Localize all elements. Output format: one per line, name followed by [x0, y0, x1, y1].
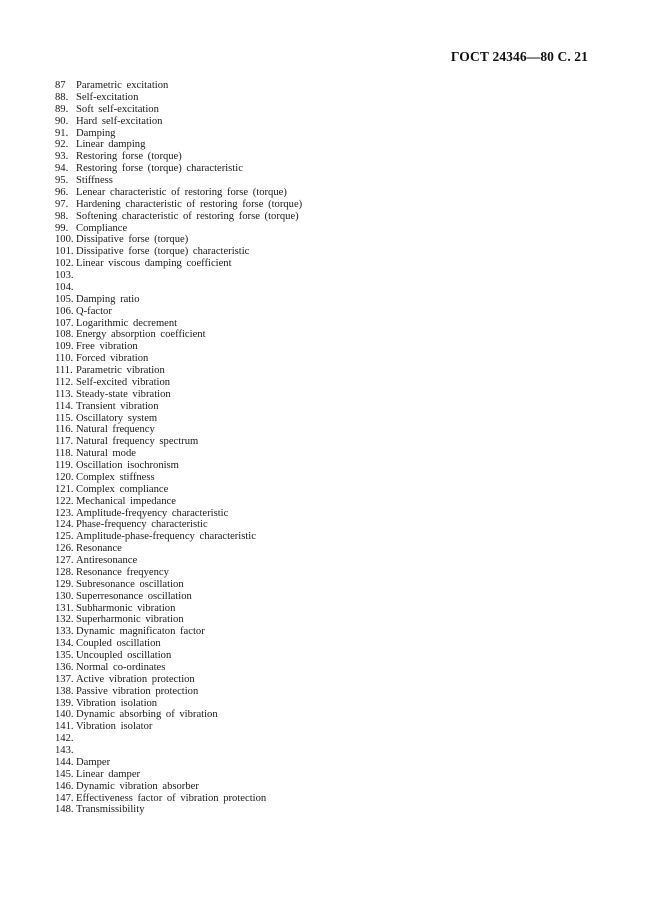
term-number: 91.: [55, 127, 69, 139]
term-number: 114.: [55, 400, 74, 412]
term-number: 109.: [55, 341, 74, 353]
term-row: [55, 496, 302, 508]
term-text: Dynamic vibration absorber: [76, 780, 199, 792]
term-text: Linear damper: [76, 768, 141, 780]
term-text: Dissipative forse (torque): [76, 234, 189, 246]
term-text: Amplitude-phase-frequency characteristic: [76, 531, 256, 543]
term-number: 127.: [55, 555, 74, 566]
term-row: [55, 519, 302, 531]
term-text: Effectiveness factor of vibration protection: [76, 792, 267, 804]
term-row: [55, 187, 302, 199]
term-number: 144.: [55, 756, 74, 768]
term-row: [55, 389, 302, 401]
term-row: [55, 353, 302, 365]
term-text: Parametric vibration: [76, 365, 165, 376]
term-number: 112.: [55, 376, 74, 388]
term-row: [55, 567, 302, 579]
term-row: [55, 674, 302, 686]
term-row: [55, 781, 302, 793]
term-text: Self-excitation: [76, 91, 139, 103]
term-row: [55, 413, 302, 425]
term-row: [55, 614, 302, 626]
term-text: Damper: [76, 756, 111, 768]
term-text: Superharmonic vibration: [76, 614, 184, 626]
term-row: [55, 686, 302, 698]
term-row: [55, 543, 302, 555]
term-row: [55, 472, 302, 484]
term-number: 129.: [55, 578, 74, 590]
term-row: [55, 733, 302, 745]
term-text: Oscillatory system: [76, 412, 158, 424]
term-number: 125.: [55, 531, 74, 543]
term-number: 99.: [55, 222, 69, 234]
term-text: Coupled oscillation: [76, 638, 161, 650]
term-row: [55, 460, 302, 472]
term-number: 111.: [55, 365, 73, 376]
term-number: 122.: [55, 495, 74, 507]
term-row: [55, 282, 302, 294]
term-number: 143.: [55, 745, 74, 756]
term-text: Lenear characteristic of restoring forse (torque): [76, 186, 287, 198]
term-row: [55, 436, 302, 448]
term-text: Amplitude-freqyency characteristic: [76, 507, 229, 519]
term-row: [55, 306, 302, 318]
term-number: 140.: [55, 709, 74, 721]
term-text: Restoring forse (torque) characteristic: [76, 163, 243, 175]
term-text: Vibration isolator: [76, 721, 153, 733]
term-row: [55, 698, 302, 710]
term-text: Resonance freqyency: [76, 566, 169, 578]
term-text: Phase-frequency characteristic: [76, 519, 208, 531]
term-number: 141.: [55, 721, 74, 733]
term-text: Soft self-excitation: [76, 103, 159, 115]
term-row: [55, 365, 302, 377]
term-number: 96.: [55, 186, 69, 198]
term-number: 135.: [55, 650, 74, 661]
term-row: [55, 377, 302, 389]
term-row: [55, 626, 302, 638]
term-number: 137.: [55, 673, 74, 685]
term-number: 131.: [55, 602, 74, 614]
term-number: 121.: [55, 483, 74, 495]
term-text: Dynamic magnificaton factor: [76, 626, 205, 638]
term-row: [55, 234, 302, 246]
term-number: 113.: [55, 388, 74, 400]
term-text: Complex stiffness: [76, 471, 155, 483]
term-text: Superresonance oscillation: [76, 590, 192, 602]
term-text: Hard self-excitation: [76, 115, 163, 127]
term-number: 92.: [55, 139, 69, 151]
term-number: 116.: [55, 424, 74, 436]
term-row: [55, 80, 302, 92]
term-text: Complex compliance: [76, 483, 169, 495]
term-number: 101.: [55, 246, 74, 258]
term-row: [55, 246, 302, 258]
term-text: Dissipative forse (torque) characteristic: [76, 246, 250, 258]
term-row: [55, 151, 302, 163]
term-row: [55, 139, 302, 151]
term-number: 120.: [55, 471, 74, 483]
term-row: [55, 92, 302, 104]
term-row: [55, 270, 302, 282]
term-number: 145.: [55, 768, 74, 780]
term-number: 94.: [55, 163, 69, 175]
term-text: Natural mode: [76, 448, 136, 460]
term-text: Transmissibility: [76, 804, 145, 816]
term-number: 119.: [55, 460, 74, 471]
term-row: [55, 757, 302, 769]
term-text: Compliance: [76, 222, 128, 234]
term-row: [55, 769, 302, 781]
term-row: [55, 579, 302, 591]
term-number: 89.: [55, 103, 69, 115]
term-number: 139.: [55, 697, 74, 709]
term-row: [55, 294, 302, 306]
term-row: [55, 448, 302, 460]
term-list: [55, 80, 302, 816]
term-text: Linear damping: [76, 139, 146, 151]
term-number: 103.: [55, 270, 74, 281]
term-number: 88.: [55, 91, 69, 103]
term-row: [55, 424, 302, 436]
term-row: [55, 116, 302, 128]
term-text: Logarithmic decrement: [76, 317, 178, 329]
term-text: Damping: [76, 127, 116, 139]
term-number: 105.: [55, 293, 74, 305]
term-number: 138.: [55, 685, 74, 697]
term-number: 136.: [55, 661, 74, 673]
term-number: 133.: [55, 626, 74, 638]
term-number: 146.: [55, 780, 74, 792]
term-text: Q-factor: [76, 305, 112, 317]
term-text: Parametric excitation: [76, 80, 169, 91]
term-number: 147.: [55, 792, 74, 804]
term-number: 97.: [55, 198, 69, 210]
term-number: 90.: [55, 115, 69, 127]
term-row: [55, 484, 302, 496]
term-row: [55, 662, 302, 674]
term-row: [55, 793, 302, 805]
term-number: 142.: [55, 733, 74, 745]
term-text: Uncoupled oscillation: [76, 650, 172, 661]
term-row: [55, 223, 302, 235]
term-text: Steady-state vibration: [76, 388, 171, 400]
term-text: Linear viscous damping coefficient: [76, 258, 232, 270]
term-number: 126.: [55, 543, 74, 555]
term-row: [55, 804, 302, 816]
term-text: Mechanical impedance: [76, 495, 176, 507]
term-number: 108.: [55, 329, 74, 341]
term-row: [55, 709, 302, 721]
term-text: Self-excited vibration: [76, 376, 171, 388]
term-text: Resonance: [76, 543, 122, 555]
term-text: Normal co-ordinates: [76, 661, 166, 673]
term-number: 115.: [55, 412, 74, 424]
term-row: [55, 211, 302, 223]
term-row: [55, 745, 302, 757]
term-text: Restoring forse (torque): [76, 151, 182, 163]
term-row: [55, 591, 302, 603]
term-text: Passive vibration protection: [76, 685, 199, 697]
term-row: [55, 401, 302, 413]
term-text: Oscillation isochronism: [76, 460, 179, 471]
term-number: 98.: [55, 210, 69, 222]
term-number: 100.: [55, 234, 74, 246]
term-number: 148.: [55, 804, 74, 816]
term-number: 102.: [55, 258, 74, 270]
term-number: 87: [55, 80, 66, 91]
term-row: [55, 721, 302, 733]
term-text: Softening characteristic of restoring forse (torque): [76, 210, 299, 222]
term-number: 104.: [55, 281, 74, 293]
term-row: [55, 128, 302, 140]
term-row: [55, 650, 302, 662]
term-number: 93.: [55, 151, 69, 163]
term-row: [55, 163, 302, 175]
page-header: ГОСТ 24346—80 С. 21: [450, 49, 588, 64]
term-row: [55, 318, 302, 330]
term-text: Natural frequency spectrum: [76, 436, 199, 448]
term-text: Active vibration protection: [76, 673, 195, 685]
term-row: [55, 531, 302, 543]
term-text: Dynamic absorbing of vibration: [76, 709, 218, 721]
term-text: Hardening characteristic of restoring forse (torque): [76, 198, 303, 210]
term-number: 124.: [55, 519, 74, 531]
term-row: [55, 638, 302, 650]
term-number: 110.: [55, 353, 74, 365]
term-number: 132.: [55, 614, 74, 626]
term-text: Subharmonic vibration: [76, 602, 176, 614]
term-text: Subresonance oscillation: [76, 578, 184, 590]
term-row: [55, 341, 302, 353]
term-row: [55, 603, 302, 615]
term-number: 95.: [55, 175, 69, 186]
term-row: [55, 555, 302, 567]
term-number: 106.: [55, 305, 74, 317]
term-number: 130.: [55, 590, 74, 602]
term-row: [55, 258, 302, 270]
term-text: Natural frequency: [76, 424, 155, 436]
term-text: Energy absorption coefficient: [76, 329, 206, 341]
term-number: 118.: [55, 448, 74, 460]
term-row: [55, 199, 302, 211]
term-row: [55, 329, 302, 341]
term-number: 117.: [55, 436, 74, 448]
term-text: Antiresonance: [76, 555, 138, 566]
term-text: Forced vibration: [76, 353, 149, 365]
term-row: [55, 104, 302, 116]
term-text: Damping ratio: [76, 293, 140, 305]
term-text: Vibration isolation: [76, 697, 158, 709]
term-text: Stiffness: [76, 175, 113, 186]
term-row: [55, 508, 302, 520]
term-text: Transient vibration: [76, 400, 159, 412]
term-number: 134.: [55, 638, 74, 650]
term-number: 128.: [55, 566, 74, 578]
term-text: Free vibration: [76, 341, 138, 353]
term-number: 107.: [55, 317, 74, 329]
term-row: [55, 175, 302, 187]
term-number: 123.: [55, 507, 74, 519]
